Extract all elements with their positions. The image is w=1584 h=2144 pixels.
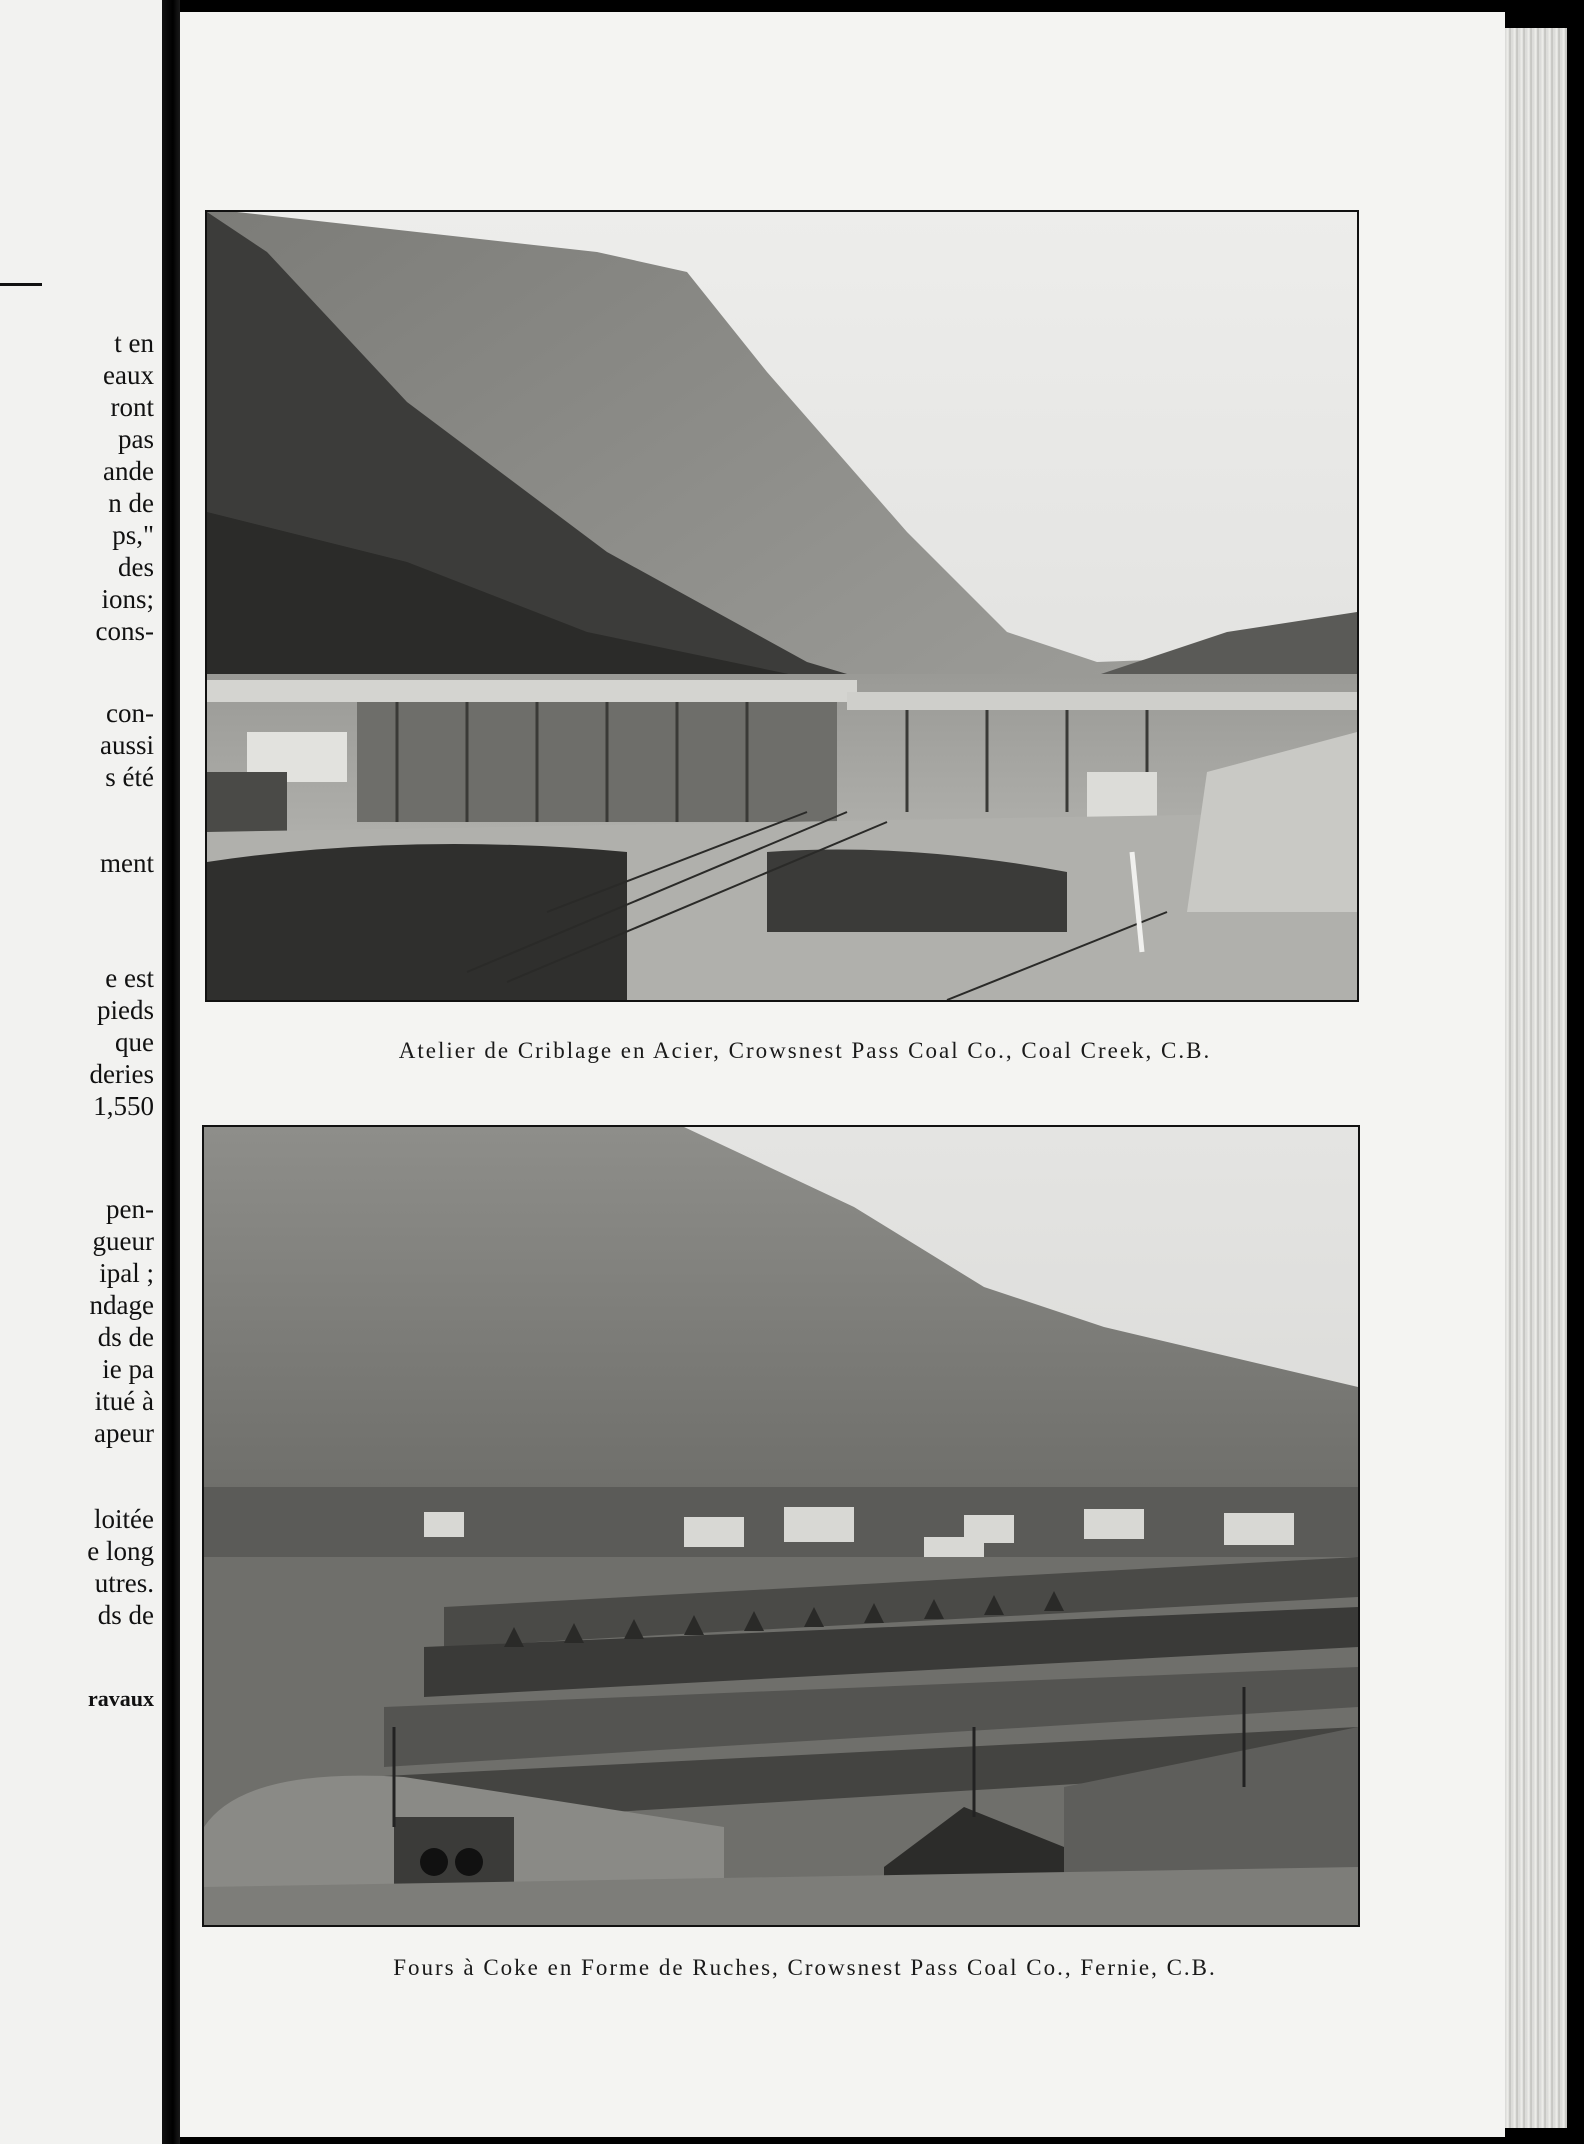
left-page-line: s été [105,762,154,792]
left-page-line: ps," [112,520,154,550]
left-page-line: pas [118,424,154,454]
caption-screening-plant: Atelier de Criblage en Acier, Crowsnest Pass Coal Co., Coal Creek, C.B. [398,1038,1212,1063]
caption-coke-ovens: Fours à Coke en Forme de Ruches, Crowsnest Pass Coal Co., Fernie, C.B. [393,1955,1217,1980]
left-page-line: deries [89,1059,154,1089]
left-page-line: ie pa [102,1354,154,1384]
left-facing-page [0,0,162,2144]
left-page-line: ds de [97,1322,154,1352]
section-rule [0,283,42,286]
left-page-line: que [115,1027,154,1057]
left-page-line: des [118,552,154,582]
left-page-line: itué à [94,1386,154,1416]
book-gutter [162,0,180,2144]
coke-ovens-image [204,1127,1358,1925]
left-page-line: con- [106,698,154,728]
left-page-line: eaux [103,360,154,390]
left-page-line: pieds [97,995,154,1025]
left-page-line: t en [114,328,154,358]
left-page-line: ront [110,392,154,422]
left-page-line: aussi [100,730,154,760]
left-page-line: pen- [106,1194,154,1224]
left-page-line: ds de [97,1600,154,1630]
left-page-line: apeur [94,1418,154,1448]
left-page-line: n de [108,488,154,518]
page-edges [1505,28,1567,2128]
left-page-line: e long [87,1536,154,1566]
left-page-line: utres. [94,1568,154,1598]
left-page-line: gueur [92,1226,154,1256]
left-page-line: ndage [89,1290,154,1320]
left-page-line: loitée [94,1504,154,1534]
left-page-line: ions; [101,584,154,614]
left-page-line: cons- [95,616,154,646]
screening-plant-image [207,212,1357,1000]
left-page-line: ipal ; [99,1258,154,1288]
left-page-line: e est [105,963,154,993]
left-page-line: ande [103,456,154,486]
photo-coke-ovens [202,1125,1360,1927]
left-page-line: 1,550 [93,1091,154,1121]
photo-screening-plant [205,210,1359,1002]
right-page [180,12,1505,2137]
left-page-line: ment [100,848,154,878]
left-page-line: ravaux [88,1686,154,1711]
